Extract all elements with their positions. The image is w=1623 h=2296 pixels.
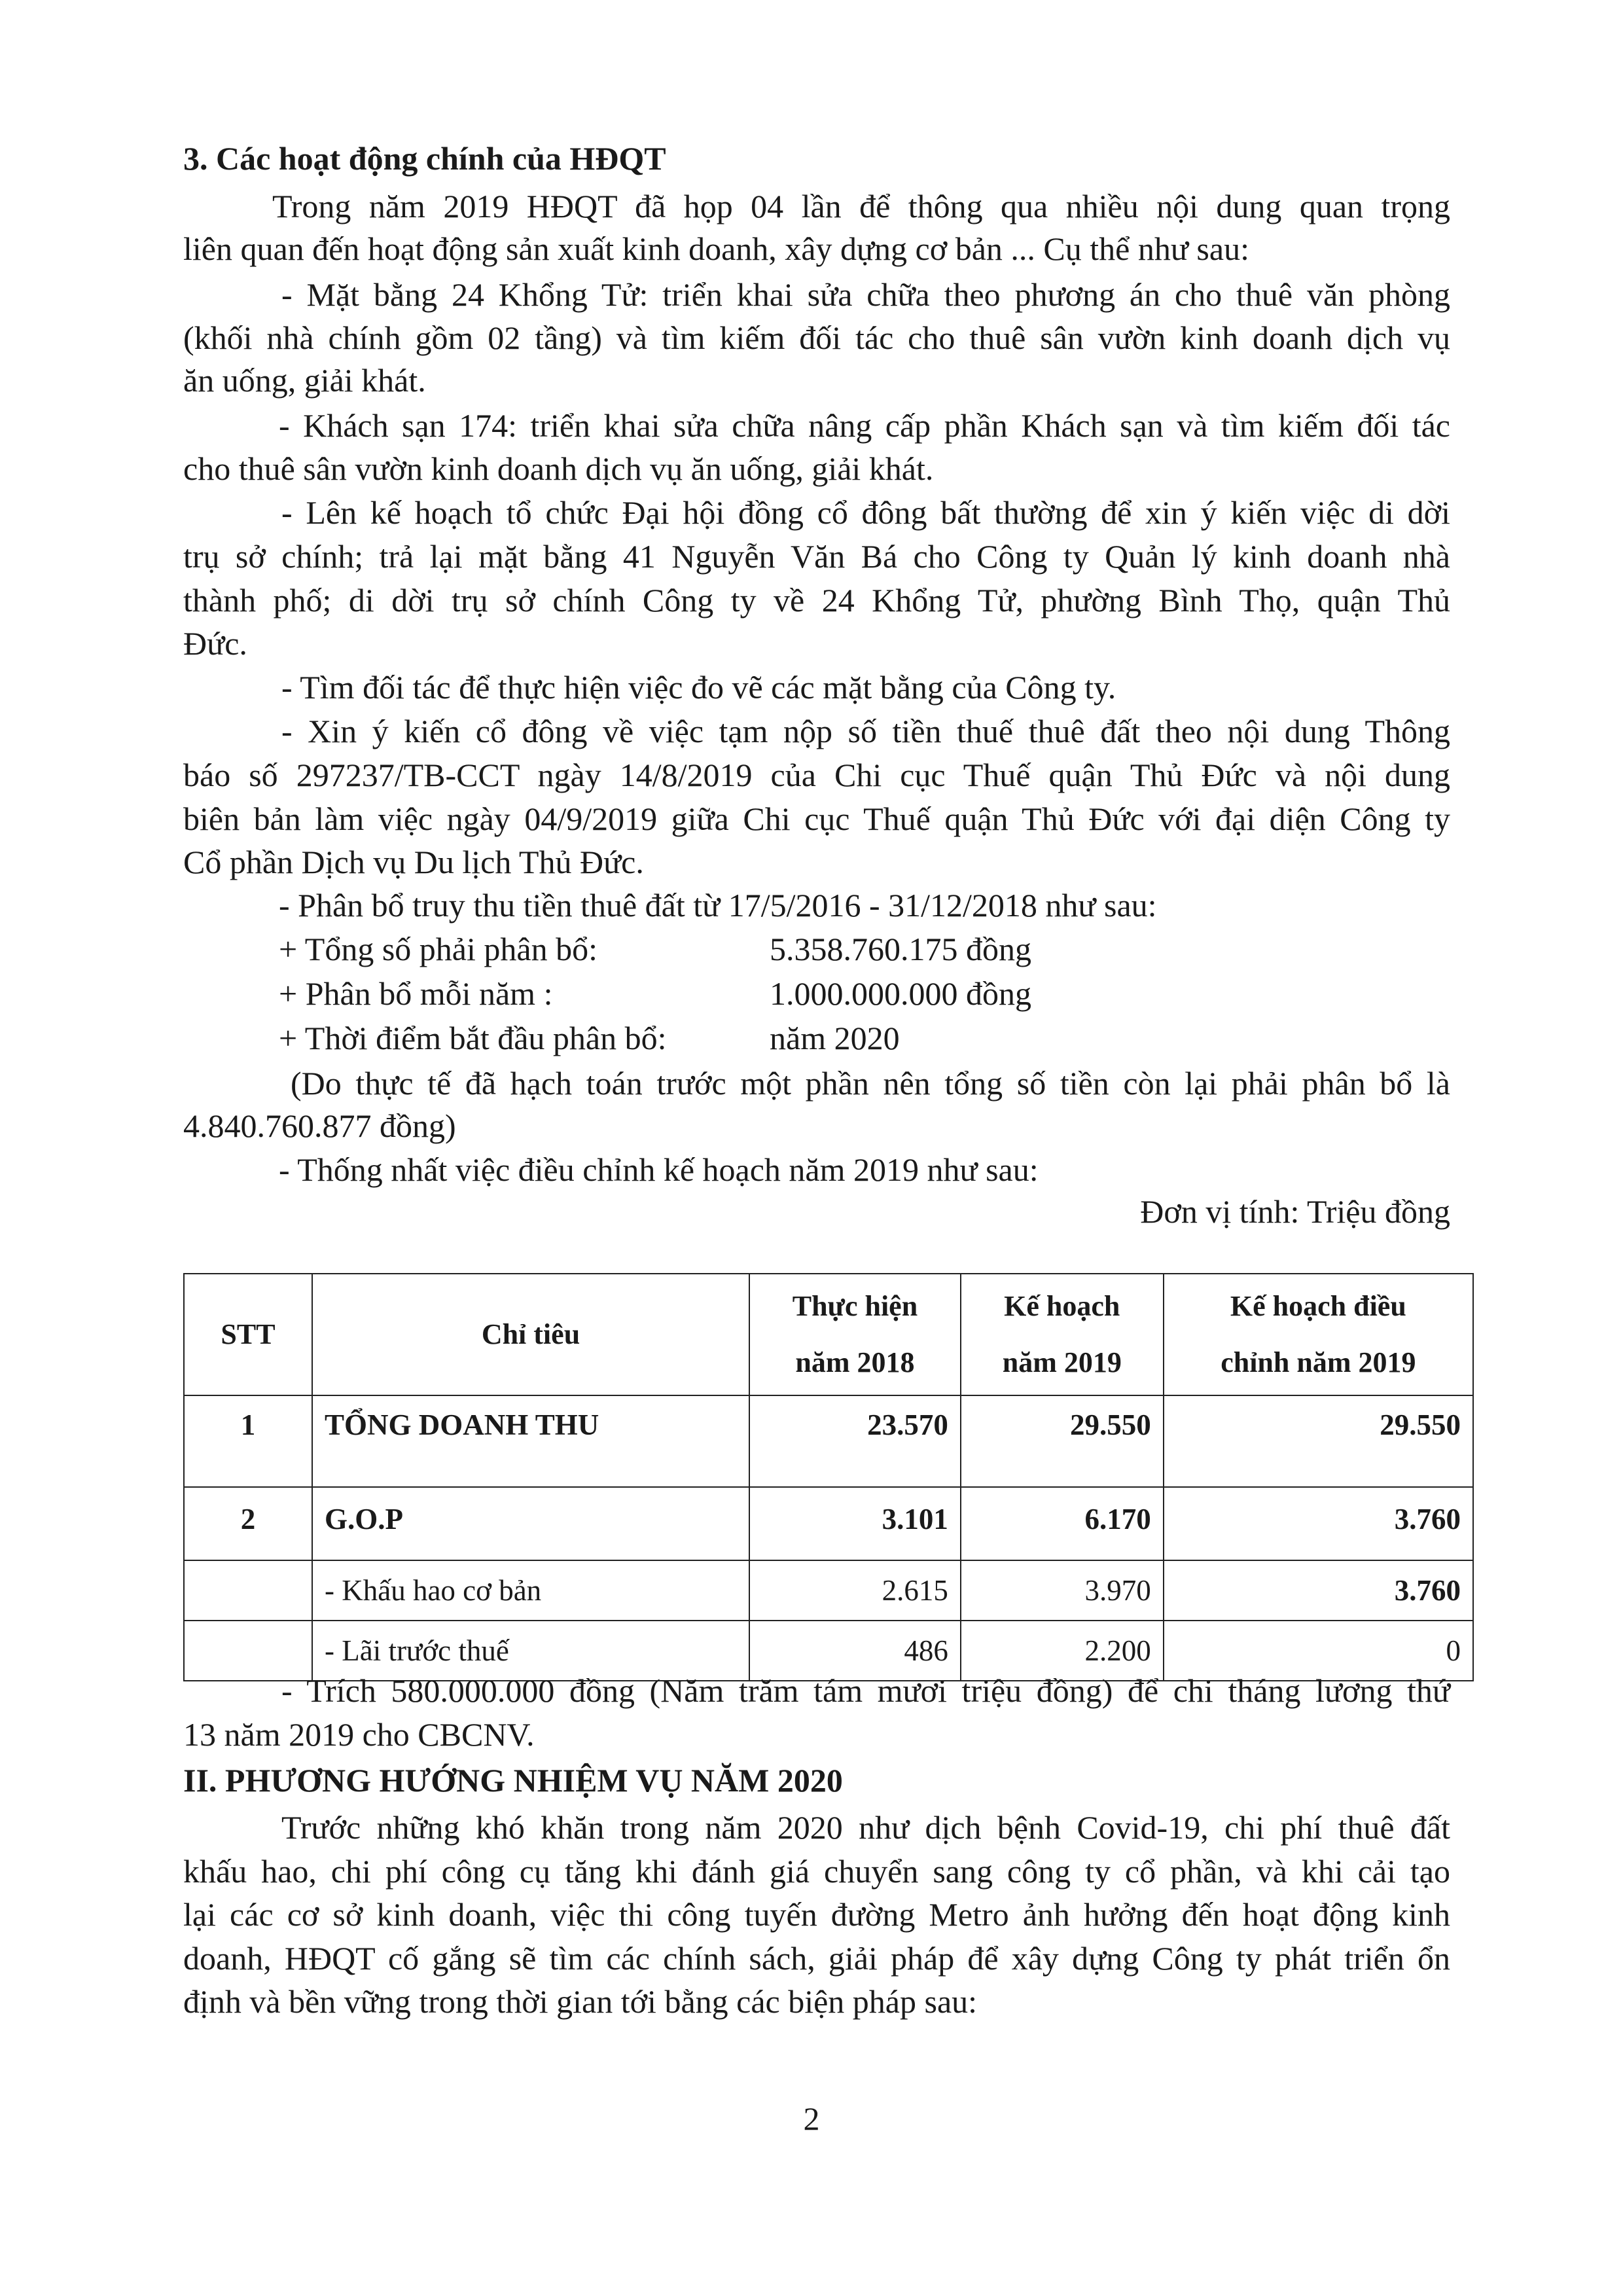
cell-actual-2018: 2.615: [749, 1560, 961, 1621]
paragraph-line: lại các cơ sở kinh doanh, việc thi công tuyến đường Metro ảnh hưởng đến hoạt động kinh: [183, 1896, 1450, 1933]
table-row: [184, 1487, 1473, 1560]
cell-actual-2018: 23.570: [749, 1395, 961, 1487]
cell-adjusted-2019: 3.760: [1164, 1487, 1473, 1560]
header-text: Kế hoạch điều: [1230, 1290, 1406, 1322]
paragraph-line: Trước những khó khăn trong năm 2020 như dịch bệnh Covid-19, chi phí thuê đất: [281, 1809, 1450, 1846]
page-number: 2: [803, 2100, 820, 2137]
allocation-value: năm 2020: [770, 1020, 900, 1056]
paragraph-line: - Xin ý kiến cổ đông về việc tạm nộp số tiền thuế thuê đất theo nội dung Thông: [281, 713, 1450, 749]
paragraph-line: liên quan đến hoạt động sản xuất kinh doanh, xây dựng cơ bản ... Cụ thể như sau:: [183, 230, 1249, 267]
paragraph-line: - Mặt bằng 24 Khổng Tử: triển khai sửa chữa theo phương án cho thuê văn phòng: [281, 276, 1450, 313]
cell-adjusted-2019: 3.760: [1164, 1560, 1473, 1621]
header-actual-2018: [749, 1274, 961, 1395]
paragraph-line: báo số 297237/TB-CCT ngày 14/8/2019 của Chi cục Thuế quận Thủ Đức và nội dung: [183, 757, 1450, 793]
cell-plan-2019: 2.200: [961, 1621, 1164, 1681]
cell-plan-2019: 3.970: [961, 1560, 1164, 1621]
paragraph-line: Trong năm 2019 HĐQT đã họp 04 lần để thông qua nhiều nội dung quan trọng: [272, 188, 1450, 224]
paragraph-line: - Tìm đối tác để thực hiện việc đo vẽ các mặt bằng của Công ty.: [281, 669, 1116, 706]
allocation-label: + Tổng số phải phân bổ:: [279, 931, 597, 967]
paragraph-line: biên bản làm việc ngày 04/9/2019 giữa Chi cục Thuế quận Thủ Đức với đại diện Công ty: [183, 800, 1450, 837]
table-row: [184, 1560, 1473, 1621]
cell-name: - Khấu hao cơ bản: [312, 1560, 749, 1621]
paragraph-line: - Phân bổ truy thu tiền thuê đất từ 17/5/2016 - 31/12/2018 như sau:: [279, 887, 1157, 924]
paragraph-line: khấu hao, chi phí công cụ tăng khi đánh giá chuyển sang công ty cổ phần, và khi cải tạo: [183, 1853, 1450, 1890]
header-text: năm 2019: [1002, 1346, 1122, 1378]
paragraph-line: 13 năm 2019 cho CBCNV.: [183, 1716, 535, 1753]
cell-stt: 2: [184, 1487, 312, 1560]
cell-name: TỔNG DOANH THU: [312, 1395, 749, 1487]
cell-name: - Lãi trước thuế: [312, 1621, 749, 1681]
table-header-row: [184, 1274, 1473, 1395]
cell-plan-2019: 29.550: [961, 1395, 1164, 1487]
paragraph-line: - Thống nhất việc điều chỉnh kế hoạch năm 2019 như sau:: [279, 1151, 1039, 1188]
paragraph-line: thành phố; di dời trụ sở chính Công ty về 24 Khổng Tử, phường Bình Thọ, quận Thủ: [183, 582, 1450, 619]
table-row: [184, 1395, 1473, 1487]
allocation-label: + Thời điểm bắt đầu phân bổ:: [279, 1020, 667, 1056]
paragraph-line: Cổ phần Dịch vụ Du lịch Thủ Đức.: [183, 844, 644, 880]
cell-stt: [184, 1560, 312, 1621]
paragraph-line: - Trích 580.000.000 đồng (Năm trăm tám mươi triệu đồng) để chi tháng lương thứ: [281, 1672, 1450, 1709]
cell-stt: 1: [184, 1395, 312, 1487]
paragraph-line: doanh, HĐQT cố gắng sẽ tìm các chính sách, giải pháp để xây dựng Công ty phát triển ổn: [183, 1940, 1450, 1977]
paragraph-line: (khối nhà chính gồm 02 tầng) và tìm kiếm đối tác cho thuê sân vườn kinh doanh dịch vụ: [183, 319, 1450, 356]
section-heading: II. PHƯƠNG HƯỚNG NHIỆM VỤ NĂM 2020: [183, 1762, 843, 1799]
paragraph-line: Đức.: [183, 625, 247, 662]
header-stt: STT: [184, 1274, 312, 1395]
paragraph-line: cho thuê sân vườn kinh doanh dịch vụ ăn uống, giải khát.: [183, 450, 934, 487]
paragraph-line: định và bền vững trong thời gian tới bằng các biện pháp sau:: [183, 1983, 978, 2020]
cell-name: G.O.P: [312, 1487, 749, 1560]
cell-adjusted-2019: 0: [1164, 1621, 1473, 1681]
cell-adjusted-2019: 29.550: [1164, 1395, 1473, 1487]
allocation-value: 1.000.000.000 đồng: [770, 975, 1031, 1012]
paragraph-line: - Lên kế hoạch tổ chức Đại hội đồng cổ đông bất thường để xin ý kiến việc di dời: [281, 494, 1450, 531]
header-plan-2019: [961, 1274, 1164, 1395]
paragraph-line: trụ sở chính; trả lại mặt bằng 41 Nguyễn Văn Bá cho Công ty Quản lý kinh doanh nhà: [183, 538, 1450, 575]
paragraph-line: 4.840.760.877 đồng): [183, 1107, 456, 1144]
section-heading: 3. Các hoạt động chính của HĐQT: [183, 140, 666, 177]
cell-plan-2019: 6.170: [961, 1487, 1164, 1560]
cell-actual-2018: 486: [749, 1621, 961, 1681]
header-name: Chỉ tiêu: [312, 1274, 749, 1395]
header-text: chỉnh năm 2019: [1221, 1346, 1416, 1378]
plan-adjustment-table: [183, 1273, 1474, 1681]
header-text: năm 2018: [795, 1346, 915, 1378]
header-adjusted-plan-2019: [1164, 1274, 1473, 1395]
paragraph-line: - Khách sạn 174: triển khai sửa chữa nâng cấp phần Khách sạn và tìm kiếm đối tác: [279, 407, 1450, 444]
allocation-value: 5.358.760.175 đồng: [770, 931, 1031, 967]
unit-note: Đơn vị tính: Triệu đồng: [1140, 1193, 1450, 1230]
paragraph-line: ăn uống, giải khát.: [183, 362, 426, 399]
cell-actual-2018: 3.101: [749, 1487, 961, 1560]
paragraph-line: (Do thực tế đã hạch toán trước một phần nên tổng số tiền còn lại phải phân bổ là: [291, 1065, 1450, 1102]
header-text: Thực hiện: [792, 1290, 918, 1322]
header-text: Kế hoạch: [1004, 1290, 1120, 1322]
allocation-label: + Phân bổ mỗi năm :: [279, 975, 553, 1012]
